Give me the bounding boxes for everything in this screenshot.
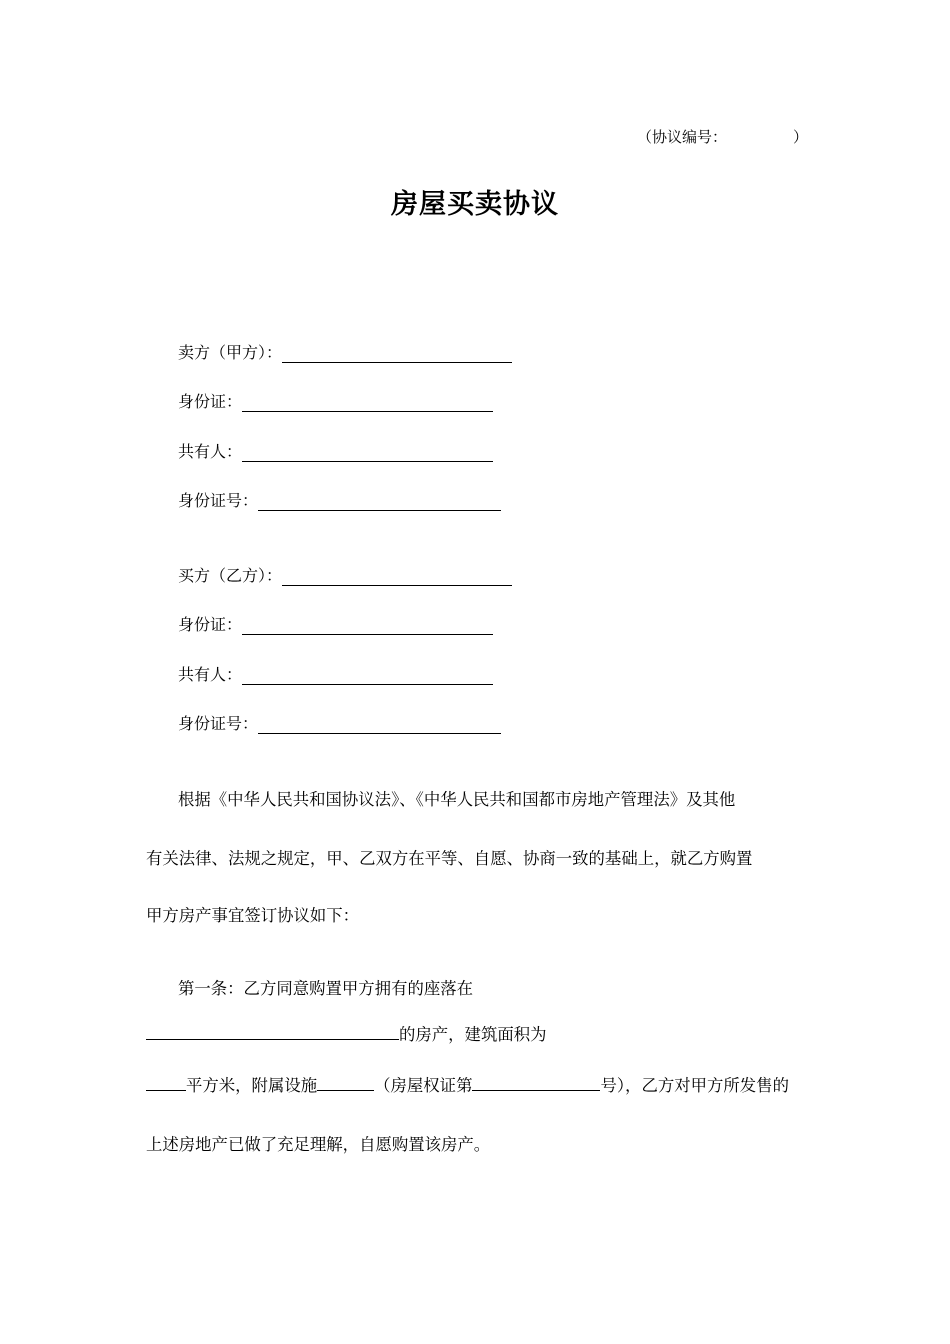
article1-line-3-c: 号），乙方对甲方所发售的 xyxy=(600,1076,789,1095)
article1-line-2 xyxy=(146,1021,796,1045)
seller-id-no-label: 身份证号： xyxy=(178,491,259,510)
agreement-number xyxy=(637,126,808,147)
buyer-co-owner-field xyxy=(178,662,493,685)
preamble-line-1: 根据《中华人民共和国协议法》、《中华人民共和国都市房地产管理法》及其他 xyxy=(178,790,736,809)
article1-line-4: 上述房地产已做了充足理解，自愿购置该房产。 xyxy=(146,1135,491,1154)
seller-co-owner-label: 共有人： xyxy=(178,442,243,461)
seller-id-no-field xyxy=(178,488,501,511)
buyer-co-owner-label: 共有人： xyxy=(178,665,243,684)
certificate-no-blank xyxy=(472,1075,600,1091)
buyer-id-label: 身份证： xyxy=(178,615,243,634)
preamble-line-3: 甲方房产事宜签订协议如下： xyxy=(146,906,360,925)
article1-line-2-suffix: 的房产，建筑面积为 xyxy=(399,1025,547,1044)
buyer-id-no-blank xyxy=(258,717,501,734)
buyer-field xyxy=(178,563,512,586)
agreement-number-close: ） xyxy=(793,128,809,146)
buyer-id-no-field xyxy=(178,711,501,734)
property-location-blank xyxy=(146,1024,399,1040)
buyer-co-owner-blank xyxy=(242,668,493,685)
seller-co-owner-field xyxy=(178,439,493,462)
facilities-blank xyxy=(317,1075,374,1091)
buyer-id-blank xyxy=(242,618,493,635)
article1-line-3-b: （房屋权证第 xyxy=(374,1076,473,1095)
buyer-blank xyxy=(282,569,512,586)
seller-id-field xyxy=(178,389,493,412)
seller-co-owner-blank xyxy=(242,445,493,462)
area-blank xyxy=(146,1075,186,1091)
article1-line-3 xyxy=(146,1072,796,1096)
seller-id-blank xyxy=(242,395,493,412)
preamble-line-2: 有关法律、法规之规定，甲、乙双方在平等、自愿、协商一致的基础上，就乙方购置 xyxy=(146,849,753,868)
seller-blank xyxy=(282,346,512,363)
seller-label: 卖方（甲方）： xyxy=(178,343,283,362)
buyer-label: 买方（乙方）： xyxy=(178,566,283,585)
buyer-id-field xyxy=(178,612,493,635)
seller-field xyxy=(178,340,512,363)
article1-line-3-a: 平方米，附属设施 xyxy=(186,1076,318,1095)
seller-id-no-blank xyxy=(258,494,501,511)
agreement-number-open: （协议编号： xyxy=(637,128,728,146)
seller-id-label: 身份证： xyxy=(178,392,243,411)
article1-line-1: 第一条：乙方同意购置甲方拥有的座落在 xyxy=(178,979,474,998)
buyer-id-no-label: 身份证号： xyxy=(178,714,259,733)
document-title: 房屋买卖协议 xyxy=(391,189,559,220)
